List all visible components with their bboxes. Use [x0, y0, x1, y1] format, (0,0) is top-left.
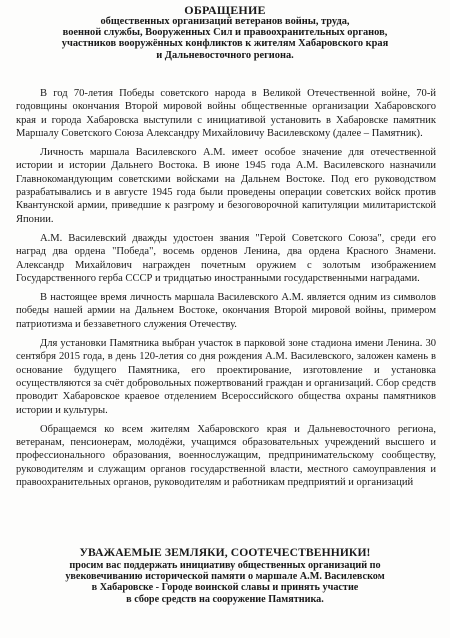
appeal-line-3: в Хабаровске - Городе воинской славы и принять участие [91, 582, 359, 594]
appeal-block [12, 547, 438, 605]
paragraph-personality: Личность маршала Василевского А.М. имеет особое значение для отечественной истории и истории Дальнего Востока. В июне 1945 года А.М. Василевского назначили Главнокомандующим советскими войсками на Дальнем Востоке. Под его руководством разрабатывались и в августе 1945 года были проведены операции советских войск против Квантунской армии, приведшие к разгрому и безоговорочной капитуляции милитаристской Японии. [16, 147, 436, 225]
paragraph-awards: А.М. Василевский дважды удостоен звания "Герой Советского Союза", среди его наград два ордена "Победа", восемь орденов Ленина, два ордена Красного Знамени. Александр Михайлович награжден почетным оружием с золотым изображением Государственного герба СССР и тридцатью иностранными государственными наградами. [16, 232, 436, 284]
paragraph-location: Для установки Памятника выбран участок в парковой зоне стадиона имени Ленина. 30 сентября 2015 года, в день 120-летия со дня рождения А.М. Василевского, заложен камень в основание будущего Памятника, его проектирование, изготовление и установка осуществляются за счёт добровольных пожертвований граждан и организаций. Сбор средств проводит Хабаровское краевое отделением Всероссийского общества охраны памятников истории и культуры. [16, 338, 436, 416]
paragraph-symbol: В настоящее время личность маршала Василевского А.М. является одним из символов победы нашей армии на Дальнем Востоке, окончания Второй мировой войны, примером патриотизма и беззаветного служения Отечеству. [16, 292, 436, 330]
document-body [16, 87, 436, 489]
appeal-line-1: просим вас поддержать инициативу общественных организаций по [69, 559, 381, 571]
appeal-line-4: в сборе средств на сооружение Памятника. [126, 593, 324, 605]
document-title: ОБРАЩЕНИЕ [184, 3, 266, 17]
document-header [12, 4, 438, 61]
appeal-line-2: увековечиванию исторической памяти о маршале А.М. Василевском [65, 570, 385, 582]
header-line-3: участников вооружённых конфликтов к жителям Хабаровского края [61, 38, 389, 50]
header-line-1: общественных организаций ветеранов войны, труда, [100, 16, 350, 27]
paragraph-address: Обращаемся ко всем жителям Хабаровского края и Дальневосточного региона, ветеранам, пенсионерам, молодёжи, учащимся образовательных учреждений высшего и профессионального образования, военнослужащим, предпринимательскому сообществу, руководителям и служащим органов государственной власти, местного самоуправления и правоохранительных органов, руководителям и работникам предприятий и организаций [16, 423, 436, 489]
header-line-2: военной службы, Вооруженных Сил и правоохранительных органов, [62, 27, 388, 39]
appeal-heading: УВАЖАЕМЫЕ ЗЕМЛЯКИ, СООТЕЧЕСТВЕННИКИ! [79, 546, 371, 559]
header-line-4: и Дальневосточного региона. [156, 49, 294, 61]
paragraph-initiative: В год 70-летия Победы советского народа в Великой Отечественной войне, 70-й годовщины окончания Второй мировой войны общественные организации Хабаровского края и города Хабаровска выступили с инициативой установить в Хабаровске памятник Маршалу Советского Союза Александру Михайловичу Василевскому (далее – Памятник). [16, 88, 436, 139]
